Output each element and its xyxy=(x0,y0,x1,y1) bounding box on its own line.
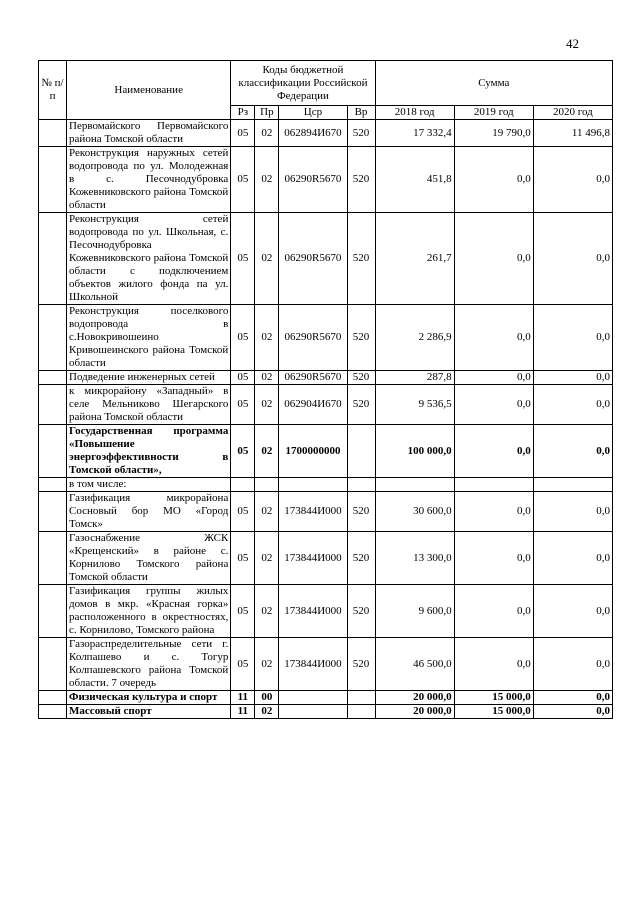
cell-2019: 0,0 xyxy=(454,425,533,478)
cell-2020: 0,0 xyxy=(533,385,612,425)
cell-pr: 02 xyxy=(255,305,279,371)
cell-rz: 05 xyxy=(231,638,255,691)
header-2020: 2020 год xyxy=(533,106,612,120)
cell-pr xyxy=(255,478,279,492)
header-vr: Вр xyxy=(347,106,375,120)
budget-table xyxy=(38,60,613,719)
cell-csr: 06290R5670 xyxy=(279,147,347,213)
header-csr: Цср xyxy=(279,106,347,120)
cell-vr: 520 xyxy=(347,385,375,425)
cell-name: Первомайского Первомайского района Томской области xyxy=(67,120,231,147)
header-2019: 2019 год xyxy=(454,106,533,120)
cell-name: Реконструкция поселкового водопровода в с.Новокривошеино Кривошеинского района Томской области xyxy=(67,305,231,371)
cell-name: Подведение инженерных сетей xyxy=(67,371,231,385)
cell-num xyxy=(39,120,67,147)
cell-num xyxy=(39,213,67,305)
cell-2019: 0,0 xyxy=(454,213,533,305)
cell-2020: 0,0 xyxy=(533,425,612,478)
cell-pr: 02 xyxy=(255,585,279,638)
cell-2018 xyxy=(375,478,454,492)
table-row xyxy=(39,638,613,691)
cell-pr: 02 xyxy=(255,425,279,478)
cell-csr xyxy=(279,691,347,705)
cell-num xyxy=(39,638,67,691)
cell-rz: 05 xyxy=(231,147,255,213)
header-2018: 2018 год xyxy=(375,106,454,120)
cell-rz: 05 xyxy=(231,120,255,147)
cell-name: Реконструкция сетей водопровода по ул. Школьная, с. Песочнодубровка Кожевниковского района Томской области с подключением объектов жилого фонда па ул. Школьной xyxy=(67,213,231,305)
cell-vr: 520 xyxy=(347,213,375,305)
cell-csr: 173844И000 xyxy=(279,638,347,691)
cell-num xyxy=(39,425,67,478)
cell-2018: 287,8 xyxy=(375,371,454,385)
cell-pr: 02 xyxy=(255,147,279,213)
cell-name: Физическая культура и спорт xyxy=(67,691,231,705)
cell-name: к микрорайону «Западный» в селе Мельниково Шегарского района Томской области xyxy=(67,385,231,425)
cell-num xyxy=(39,305,67,371)
cell-vr: 520 xyxy=(347,120,375,147)
cell-2018: 9 536,5 xyxy=(375,385,454,425)
cell-2019: 0,0 xyxy=(454,305,533,371)
cell-rz: 05 xyxy=(231,492,255,532)
cell-num xyxy=(39,705,67,719)
table-row xyxy=(39,691,613,705)
cell-2018: 9 600,0 xyxy=(375,585,454,638)
cell-csr: 173844И000 xyxy=(279,532,347,585)
cell-num xyxy=(39,691,67,705)
table-row xyxy=(39,705,613,719)
header-num: № п/п xyxy=(39,61,67,120)
table-body xyxy=(39,120,613,719)
cell-num xyxy=(39,371,67,385)
cell-2019: 15 000,0 xyxy=(454,691,533,705)
cell-vr xyxy=(347,425,375,478)
cell-2018: 20 000,0 xyxy=(375,691,454,705)
cell-2019: 19 790,0 xyxy=(454,120,533,147)
table-row xyxy=(39,147,613,213)
table-row xyxy=(39,385,613,425)
table-row xyxy=(39,492,613,532)
cell-name: Газификация микрорайона Сосновый бор МО «Город Томск» xyxy=(67,492,231,532)
cell-2018: 261,7 xyxy=(375,213,454,305)
cell-2018: 451,8 xyxy=(375,147,454,213)
header-sum: Сумма xyxy=(375,61,612,106)
cell-2019: 0,0 xyxy=(454,371,533,385)
cell-csr: 062894И670 xyxy=(279,120,347,147)
cell-2019: 0,0 xyxy=(454,492,533,532)
cell-vr: 520 xyxy=(347,147,375,213)
cell-2020: 0,0 xyxy=(533,691,612,705)
cell-2020: 0,0 xyxy=(533,371,612,385)
cell-2018: 30 600,0 xyxy=(375,492,454,532)
table-row xyxy=(39,305,613,371)
cell-2020: 0,0 xyxy=(533,532,612,585)
cell-csr xyxy=(279,705,347,719)
header-codes: Коды бюджетной классификации Российской Федерации xyxy=(231,61,375,106)
cell-csr: 06290R5670 xyxy=(279,213,347,305)
cell-num xyxy=(39,585,67,638)
cell-pr: 02 xyxy=(255,492,279,532)
cell-2018: 100 000,0 xyxy=(375,425,454,478)
cell-num xyxy=(39,532,67,585)
cell-csr: 06290R5670 xyxy=(279,371,347,385)
header-pr: Пр xyxy=(255,106,279,120)
cell-csr xyxy=(279,478,347,492)
cell-2019: 0,0 xyxy=(454,638,533,691)
cell-name: Газоснабжение ЖСК «Крещенский» в районе с. Корнилово Томского района Томской области xyxy=(67,532,231,585)
cell-2020: 0,0 xyxy=(533,492,612,532)
cell-2020: 11 496,8 xyxy=(533,120,612,147)
cell-2020 xyxy=(533,478,612,492)
cell-2019: 0,0 xyxy=(454,585,533,638)
cell-num xyxy=(39,492,67,532)
table-row xyxy=(39,532,613,585)
cell-pr: 02 xyxy=(255,532,279,585)
page-number: 42 xyxy=(566,36,579,51)
cell-2019: 0,0 xyxy=(454,532,533,585)
cell-name: Реконструкция наружных сетей водопровода по ул. Молодежная в с. Песочнодубровка Кожевниковского района Томской области xyxy=(67,147,231,213)
cell-pr: 02 xyxy=(255,385,279,425)
cell-2020: 0,0 xyxy=(533,705,612,719)
cell-vr: 520 xyxy=(347,638,375,691)
cell-vr xyxy=(347,705,375,719)
cell-vr: 520 xyxy=(347,492,375,532)
table-row xyxy=(39,213,613,305)
cell-2018: 46 500,0 xyxy=(375,638,454,691)
cell-num xyxy=(39,478,67,492)
cell-vr xyxy=(347,478,375,492)
cell-name: в том числе: xyxy=(67,478,231,492)
cell-name: Газораспределительные сети г. Колпашево и с. Тогур Колпашевского района Томской области. 7 очередь xyxy=(67,638,231,691)
header-name: Наименование xyxy=(67,61,231,120)
cell-name: Массовый спорт xyxy=(67,705,231,719)
cell-name: Государственная программа «Повышение энергоэффективности в Томской области», xyxy=(67,425,231,478)
cell-pr: 02 xyxy=(255,371,279,385)
header-rz: Рз xyxy=(231,106,255,120)
cell-csr: 06290R5670 xyxy=(279,305,347,371)
cell-rz: 05 xyxy=(231,385,255,425)
cell-rz: 05 xyxy=(231,532,255,585)
cell-2019: 0,0 xyxy=(454,147,533,213)
cell-2019 xyxy=(454,478,533,492)
cell-rz: 05 xyxy=(231,425,255,478)
cell-2020: 0,0 xyxy=(533,213,612,305)
cell-name: Газификация группы жилых домов в мкр. «Красная горка» расположенного в окрестностях, с. Корнилово, Томского района xyxy=(67,585,231,638)
cell-2020: 0,0 xyxy=(533,585,612,638)
table-row xyxy=(39,585,613,638)
cell-rz: 05 xyxy=(231,305,255,371)
cell-2018: 17 332,4 xyxy=(375,120,454,147)
cell-pr: 02 xyxy=(255,213,279,305)
cell-2019: 15 000,0 xyxy=(454,705,533,719)
cell-2020: 0,0 xyxy=(533,305,612,371)
cell-pr: 00 xyxy=(255,691,279,705)
table-row xyxy=(39,371,613,385)
cell-csr: 1700000000 xyxy=(279,425,347,478)
cell-2020: 0,0 xyxy=(533,638,612,691)
table-row xyxy=(39,425,613,478)
cell-2018: 13 300,0 xyxy=(375,532,454,585)
cell-vr xyxy=(347,691,375,705)
cell-csr: 062904И670 xyxy=(279,385,347,425)
cell-2018: 20 000,0 xyxy=(375,705,454,719)
cell-vr: 520 xyxy=(347,585,375,638)
cell-pr: 02 xyxy=(255,705,279,719)
cell-rz: 11 xyxy=(231,705,255,719)
cell-pr: 02 xyxy=(255,120,279,147)
cell-num xyxy=(39,147,67,213)
cell-num xyxy=(39,385,67,425)
cell-vr: 520 xyxy=(347,305,375,371)
cell-2020: 0,0 xyxy=(533,147,612,213)
cell-csr: 173844И000 xyxy=(279,492,347,532)
cell-rz: 05 xyxy=(231,371,255,385)
cell-rz: 11 xyxy=(231,691,255,705)
cell-vr: 520 xyxy=(347,371,375,385)
table-row xyxy=(39,120,613,147)
cell-rz: 05 xyxy=(231,585,255,638)
cell-rz: 05 xyxy=(231,213,255,305)
cell-pr: 02 xyxy=(255,638,279,691)
table-row xyxy=(39,478,613,492)
cell-2018: 2 286,9 xyxy=(375,305,454,371)
cell-csr: 173844И000 xyxy=(279,585,347,638)
cell-rz xyxy=(231,478,255,492)
cell-2019: 0,0 xyxy=(454,385,533,425)
cell-vr: 520 xyxy=(347,532,375,585)
